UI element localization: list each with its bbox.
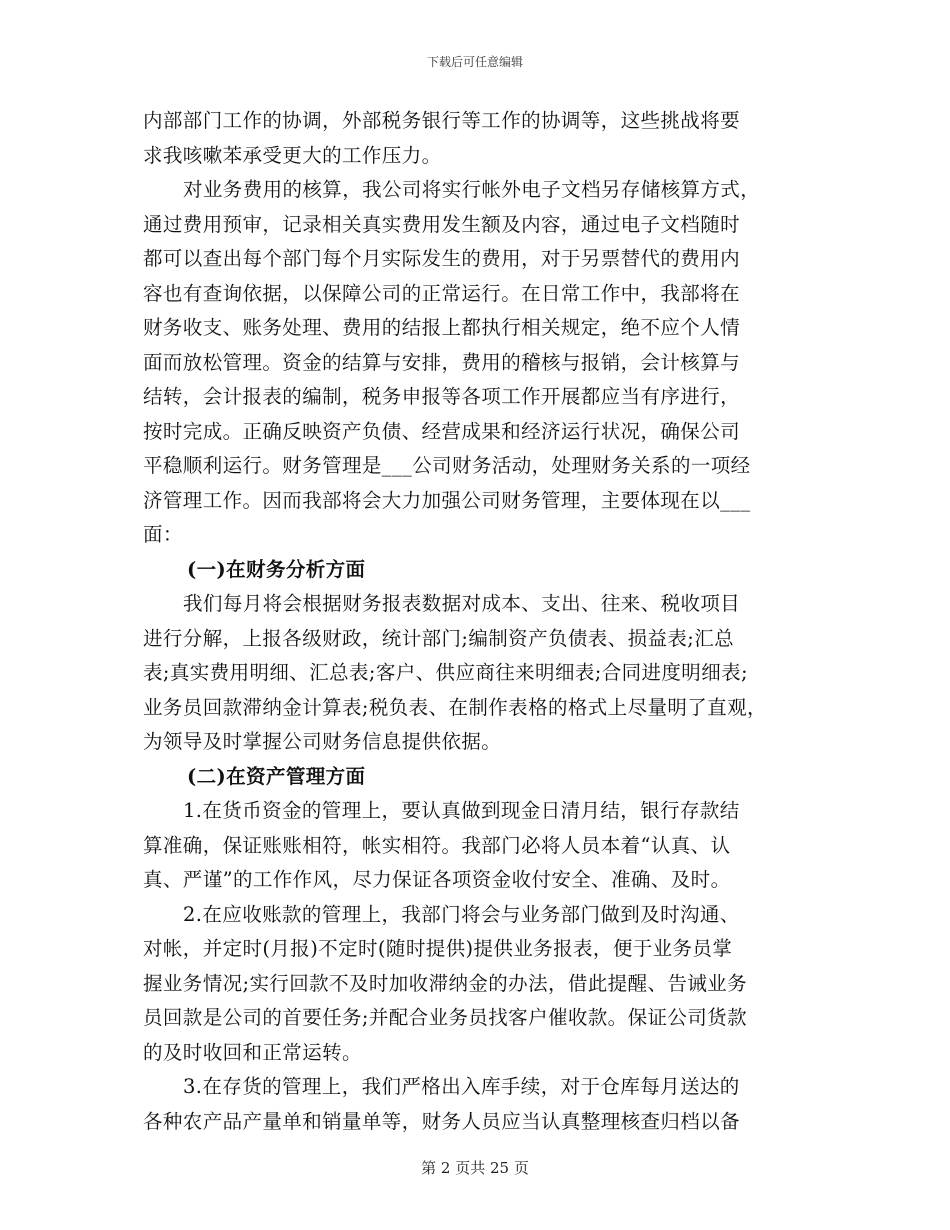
body-line: 的及时收回和正常运转。 [143,1040,362,1064]
body-line: 业务员回款滞纳金计算表;税负表、在制作表格的格式上尽量明了直观， [143,695,767,719]
document-body [143,104,813,1139]
body-line: 结转，会计报表的编制，税务申报等各项工作开展都应当有序进行， [143,385,741,408]
body-line: 容也有查询依据，以保障公司的正常运行。在日常工作中，我部将在 [143,281,741,305]
body-line: 表;真实费用明细、汇总表;客户、供应商往来明细表;合同进度明细表; [143,661,748,684]
body-line: 算准确，保证账账相符，帐实相符。我部门必将人员本着“认真、认 [143,833,731,857]
body-line: 各种农产品产量单和销量单等，财务人员应当认真整理核查归档以备 [143,1109,741,1133]
section-heading: (一)在财务分析方面 [187,557,366,581]
body-line: 面而放松管理。资金的结算与安排，费用的稽核与报销，会计核算与 [143,350,741,374]
body-line: 求我咳嗽苯承受更大的工作压力。 [143,143,442,167]
paragraph-start-line: 我们每月将会根据财务报表数据对成本、支出、往来、税收项目 [183,592,741,615]
body-line: 内部部门工作的协调，外部税务银行等工作的协调等，这些挑战将要 [143,109,741,132]
body-line: 都可以查出每个部门每个月实际发生的费用，对于另票替代的费用内 [143,247,741,270]
paragraph-start-line: 3.在存货的管理上，我们严格出入库手续，对于仓库每月送达的 [183,1075,740,1098]
body-line: 面： [143,523,183,546]
paragraph-start-line: 1.在货币资金的管理上，要认真做到现金日清月结，银行存款结 [183,799,740,822]
body-line: 员回款是公司的首要任务;并配合业务员找客户催收款。保证公司货款 [143,1006,747,1029]
body-line: 济管理工作。因而我部将会大力加强公司财务管理，主要体现在以___ [143,488,751,512]
body-line: 财务收支、账务处理、费用的结报上都执行相关规定，绝不应个人情 [143,316,741,339]
page-footer: 第 2 页共 25 页 [421,1159,529,1177]
body-line: 真、严谨”的工作作风，尽力保证各项资金收付安全、准确、及时。 [143,868,731,891]
body-line: 按时完成。正确反映资产负债、经营成果和经济运行状况，确保公司 [143,419,741,443]
body-line: 平稳顺利运行。财务管理是___公司财务活动，处理财务关系的一项经 [143,454,751,477]
body-line: 对帐，并定时(月报)不定时(随时提供)提供业务报表，便于业务员掌 [143,937,733,960]
paragraph-start-line: 对业务费用的核算，我公司将实行帐外电子文档另存储核算方式， [183,178,761,201]
page-header: 下载后可任意编辑 [426,55,523,69]
section-heading: (二)在资产管理方面 [187,764,366,788]
body-line: 为领导及时掌握公司财务信息提供依据。 [143,730,502,753]
body-line: 握业务情况;实行回款不及时加收滞纳金的办法，借此提醒、告诫业务 [143,971,747,995]
paragraph-start-line: 2.在应收账款的管理上，我部门将会与业务部门做到及时沟通、 [183,902,740,926]
body-line: 进行分解，上报各级财政，统计部门;编制资产负债表、损益表;汇总 [143,626,735,650]
body-line: 通过费用预审，记录相关真实费用发生额及内容，通过电子文档随时 [143,212,741,236]
